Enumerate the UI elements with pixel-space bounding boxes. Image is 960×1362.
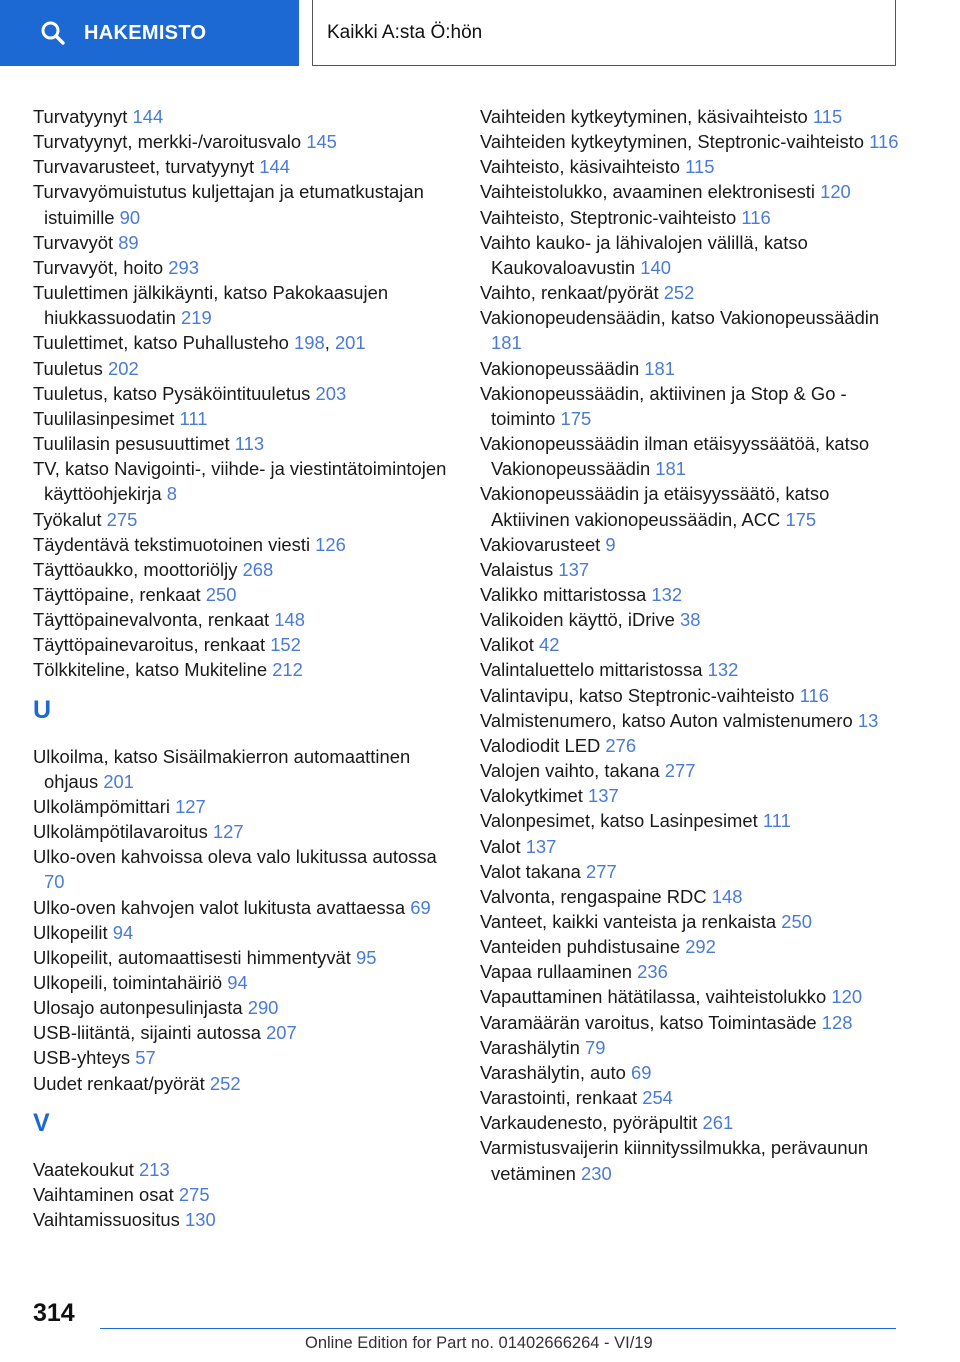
index-entry [480,1060,900,1085]
index-entry [480,431,900,481]
page-link[interactable]: 69 [630,1061,652,1083]
index-entry-text: Täydentävä tekstimuotoinen viesti [33,533,311,555]
index-entry-text: Vaihtaminen osat [33,1183,174,1205]
index-entry [33,255,453,280]
index-entry-text: Valojen vaihto, takana [480,760,660,782]
index-entry [33,657,453,682]
page-link[interactable]: 275 [106,508,138,530]
index-entry-text: Ulkolämpötilavaroitus [33,821,208,843]
index-entry [33,1045,453,1070]
index-entry: Tuulettimet, katso Puhallusteho 198, 201 [33,332,366,354]
index-entry-text: Tuulettimen jälkikäynti, katso Pakokaasujen hiukkassuodatin [33,282,389,329]
index-entry-text: Ulkolämpömittari [33,795,170,817]
index-entry-text: Varmistusvaijerin kiinnityssilmukka, perävaunun vetäminen [480,1137,869,1184]
index-entry [33,129,453,154]
page-link[interactable]: 137 [558,558,590,580]
page-link[interactable]: 213 [139,1158,170,1180]
index-entry [480,1085,900,1110]
index-entry-text: Tuulilasinpesimet [33,407,175,429]
index-entry [480,356,900,381]
page-link[interactable]: 175 [560,407,592,429]
index-entry [480,758,900,783]
section-letter: U [33,695,52,724]
page-link[interactable]: 290 [247,997,279,1019]
page-link[interactable]: 111 [762,810,791,832]
page-link[interactable]: 250 [781,911,812,932]
index-entry-text: Turvavyöt, hoito [33,256,164,278]
index-entry [33,507,453,532]
index-entry [480,733,900,758]
page-link[interactable]: 90 [119,206,141,228]
index-entry-text: Vanteiden puhdistusaine [480,936,681,958]
page-link[interactable]: 94 [227,972,248,993]
index-entry [480,305,900,355]
page-link[interactable]: 89 [118,231,139,253]
index-entry-text: Vaihto kauko- ja lähivalojen välillä, katso Kaukovaloavustin [480,231,808,278]
page-link[interactable]: 127 [175,795,206,817]
index-entry-text: Ulosajo autonpesulinjasta [33,997,243,1019]
page-link[interactable]: 116 [741,206,771,228]
index-entry-text: Ulkopeilit [33,921,108,943]
index-entry [33,1020,453,1045]
page-link[interactable]: 276 [605,734,637,756]
index-entry [33,431,453,456]
index-button[interactable] [0,0,299,66]
index-entry [480,582,900,607]
index-entry-text: Valot takana [480,860,581,882]
page-link[interactable]: 126 [315,533,346,555]
index-entry-text: Varastointi, renkaat [480,1087,638,1109]
index-entry-text: Vakionopeudensäädin, katso Vakionopeussäädin [480,307,880,329]
page-link[interactable]: 198 [294,332,325,354]
index-entry-text: Ulkoilma, katso Sisäilmakierron automaattinen ohjaus [33,745,411,792]
index-entry-text: Vaihteiden kytkeytyminen, käsivaihteisto [480,106,808,127]
index-entry-text: Turvavyöt [33,231,114,253]
page-link[interactable]: 111 [179,407,208,429]
top-navigation-bar [0,0,960,66]
page-link[interactable]: 148 [274,609,305,631]
index-entry [480,683,900,708]
page-link[interactable]: 181 [491,332,522,354]
index-entry [33,406,453,431]
index-entry-text: Valvonta, rengaspaine RDC [480,885,707,907]
page-link[interactable]: 57 [135,1047,156,1069]
index-entry [480,984,900,1009]
index-entry-text: Valikko mittaristossa [480,583,647,605]
page-link[interactable]: 95 [356,946,377,968]
index-entry [33,179,453,229]
page-link[interactable]: 70 [44,871,65,893]
index-entry-text: Valmistenumero, katso Auton valmistenumero [480,709,853,731]
index-entry-text: Uudet renkaat/pyörät [33,1072,205,1094]
index-entry [33,970,453,995]
index-entry-text: Ulko-oven kahvoissa oleva valo lukitussa autossa [33,846,437,868]
index-entry-text: Vakionopeussäädin ilman etäisyyssäätöä, katso Vakionopeussäädin [480,433,870,480]
index-entry-text: Vaihteisto, Steptronic-vaihteisto [480,206,737,228]
index-entry-text: Vaihteiden kytkeytyminen, Steptronic-vaihteisto [480,131,865,153]
index-entry-text: Valintavipu, katso Steptronic-vaihteisto [480,684,795,706]
index-entry-text: Turvatyynyt [33,106,128,127]
page-link[interactable]: 152 [270,634,301,656]
index-entry [480,808,900,833]
index-entry [33,920,453,945]
page-link[interactable]: 38 [680,609,701,631]
index-entry [33,895,453,920]
page-link[interactable]: 181 [644,357,675,379]
index-entry-text: Vakiovarusteet [480,533,601,555]
index-entry-text: Vaihteistolukko, avaaminen elektronisesti [480,181,815,203]
index-entry-text: Tuuletus [33,357,103,379]
index-entry-text: Valintaluettelo mittaristossa [480,659,703,681]
index-entry [480,205,900,230]
page-link[interactable]: 79 [584,1036,606,1058]
page-link[interactable]: 120 [820,181,851,203]
page-link[interactable]: 292 [685,936,716,958]
index-entry [480,1135,900,1185]
index-entry [480,104,900,129]
index-entry [480,657,900,682]
index-entry [33,995,453,1020]
index-entry [480,1010,900,1035]
index-entry-text: Vaihto, renkaat/pyörät [480,282,659,304]
index-entry-text: Täyttöpainevaroitus, renkaat [33,634,266,656]
page-link[interactable]: 202 [107,357,139,379]
index-entry [480,1035,900,1060]
page-link[interactable]: 201 [103,770,135,792]
index-entry [33,356,453,381]
page-link[interactable]: 207 [266,1022,297,1044]
page-link[interactable]: 137 [525,835,557,857]
page-link[interactable]: 140 [640,256,671,278]
page-link[interactable]: 132 [651,583,683,605]
page-link[interactable]: 69 [410,896,431,918]
index-entry [480,481,900,531]
page-link[interactable]: 42 [538,634,560,656]
index-entry [33,154,453,179]
index-entry-text: Ulko-oven kahvojen valot lukitusta avattaessa [33,896,406,918]
index-entry-text: Valaistus [480,558,554,580]
page-link[interactable]: 219 [181,307,212,329]
index-button-label: HAKEMISTO [84,21,207,44]
page-link[interactable]: 113 [234,433,265,455]
page-link[interactable]: 181 [655,458,686,480]
index-entry [480,179,900,204]
index-entry-text: Turvavyömuistutus kuljettajan ja etumatkustajan istuimille [33,181,424,228]
index-entry-text: Vaihteisto, käsivaihteisto [480,156,681,178]
page-link[interactable]: 230 [580,1162,612,1184]
page-link[interactable]: 137 [588,785,619,807]
page-link[interactable]: 201 [334,332,366,354]
index-entry [33,280,453,330]
index-entry [480,859,900,884]
index-column-right [480,104,900,1186]
index-entry-text: Valodiodit LED [480,734,601,756]
page-number: 314 [33,1299,75,1327]
page-link[interactable]: 250 [205,583,237,605]
edition-footer: Online Edition for Part no. 01402666264 - VI/19 [305,1334,653,1352]
index-entry-text: Valot [480,835,521,857]
page-link[interactable]: 275 [178,1183,210,1205]
index-entry-text: Vapaa rullaaminen [480,961,632,983]
page-link[interactable]: 175 [785,508,817,530]
page-link[interactable]: 261 [702,1112,734,1134]
index-entry-text: Vapauttaminen hätätilassa, vaihteistolukko [480,986,827,1008]
page-link[interactable]: 252 [663,282,695,304]
search-icon [40,20,66,46]
index-entry [33,1207,453,1232]
index-entry-text: Ulkopeilit, automaattisesti himmentyvät [33,946,351,968]
page-link[interactable]: 115 [685,156,715,178]
index-entry [33,104,453,129]
index-entry [33,744,453,794]
index-entry [480,607,900,632]
page-link[interactable]: 144 [132,106,164,127]
page-link[interactable]: 115 [812,106,843,127]
index-entry-text: Tölkkiteline, katso Mukiteline [33,659,268,681]
index-entry-text: Täyttöaukko, moottoriöljy [33,558,238,580]
page-link[interactable]: 116 [869,131,899,153]
index-entry [33,532,453,557]
index-entry [480,708,900,733]
index-entry [33,582,453,607]
page-link[interactable]: 212 [272,659,303,681]
index-entry [33,794,453,819]
index-entry [480,154,900,179]
page-link[interactable]: 277 [664,760,696,782]
page-link[interactable]: 203 [315,382,347,404]
index-entry-text: Valonpesimet, katso Lasinpesimet [480,810,758,832]
page-link[interactable]: 130 [184,1209,216,1231]
index-entry-text: Valikoiden käyttö, iDrive [480,609,675,631]
section-letter: V [33,1108,50,1137]
index-entry-text: Työkalut [33,508,102,530]
page-link[interactable]: 236 [637,961,668,983]
index-entry [33,230,453,255]
page-link[interactable]: 13 [857,709,879,731]
index-entry [33,819,453,844]
index-entry-text: Tuulettimet, katso Puhallusteho [33,332,289,354]
tab-a-to-z-label: Kaikki A:sta Ö:hön [327,21,483,43]
page-link[interactable]: 148 [711,885,743,907]
index-entry [33,607,453,632]
index-entry [480,280,900,305]
index-entry-text: Varashälytin, auto [480,1061,626,1083]
page-link[interactable]: 145 [306,131,337,153]
index-entry [33,1071,453,1096]
index-entry-text: TV, katso Navigointi-, viihde- ja viestintätoimintojen käyttöohjekirja [33,458,447,505]
footer-divider [100,1328,896,1329]
page-link[interactable]: 127 [212,821,244,843]
index-entry [33,945,453,970]
page-link[interactable]: 132 [707,659,739,681]
page-link[interactable]: 268 [242,558,274,580]
page-link[interactable]: 94 [112,921,134,943]
index-entry [480,1110,900,1135]
index-entry [480,632,900,657]
index-entry [480,230,900,280]
index-entry-text: Turvatyynyt, merkki-/varoitusvalo [33,131,302,153]
index-entry [480,959,900,984]
page-link[interactable]: 252 [209,1072,241,1094]
tab-a-to-z[interactable] [312,0,896,66]
index-entry-text: Varamäärän varoitus, katso Toimintasäde [480,1011,817,1033]
index-entry [33,381,453,406]
index-entry [33,1182,453,1207]
index-entry-text: Ulkopeili, toimintahäiriö [33,972,223,993]
index-entry [480,557,900,582]
page-link[interactable]: 9 [605,533,616,555]
index-entry-text: Vaatekoukut [33,1158,134,1180]
index-entry-text: Turvavarusteet, turvatyynyt [33,156,255,178]
index-entry-text: USB-yhteys [33,1047,131,1069]
page-link[interactable]: 116 [799,684,829,706]
index-entry [480,532,900,557]
page-link[interactable]: 144 [259,156,290,178]
index-entry-text: Vakionopeussäädin, aktiivinen ja Stop & Go -toiminto [480,382,847,429]
page-link[interactable]: 293 [168,256,199,278]
index-entry-text: Täyttöpainevalvonta, renkaat [33,609,270,631]
index-entry [33,557,453,582]
index-entry [480,909,900,934]
index-entry [480,783,900,808]
index-entry [480,834,900,859]
index-entry-text: Vaihtamissuositus [33,1209,180,1231]
index-entry-text: Vakionopeussäädin ja etäisyyssäätö, katso Aktiivinen vakionopeussäädin, ACC [480,483,830,530]
index-entry [33,844,453,894]
index-entry-text: Tuulilasin pesusuuttimet [33,433,230,455]
page-link[interactable]: 8 [166,483,177,505]
page-link[interactable]: 254 [642,1087,673,1109]
index-entry [480,381,900,431]
page-link[interactable]: 277 [586,860,617,882]
page-link[interactable]: 128 [821,1011,853,1033]
index-entry [33,1157,453,1182]
index-entry-text: Vanteet, kaikki vanteista ja renkaista [480,911,777,932]
index-entry [480,129,900,154]
page-link[interactable]: 120 [831,986,863,1008]
index-entry-text: USB-liitäntä, sijainti autossa [33,1022,261,1044]
index-entry [480,884,900,909]
index-entry-text: Vakionopeussäädin [480,357,640,379]
index-entry [33,456,453,506]
index-entry-text: Varkaudenesto, pyöräpultit [480,1112,698,1134]
index-column-left [33,104,453,1232]
index-entry [480,934,900,959]
index-entry-text: Valikot [480,634,534,656]
index-entry [33,632,453,657]
index-entry-text: Valokytkimet [480,785,583,807]
index-entry-text: Täyttöpaine, renkaat [33,583,201,605]
index-entry-text: Varashälytin [480,1036,580,1058]
index-entry-text: Tuuletus, katso Pysäköintituuletus [33,382,311,404]
